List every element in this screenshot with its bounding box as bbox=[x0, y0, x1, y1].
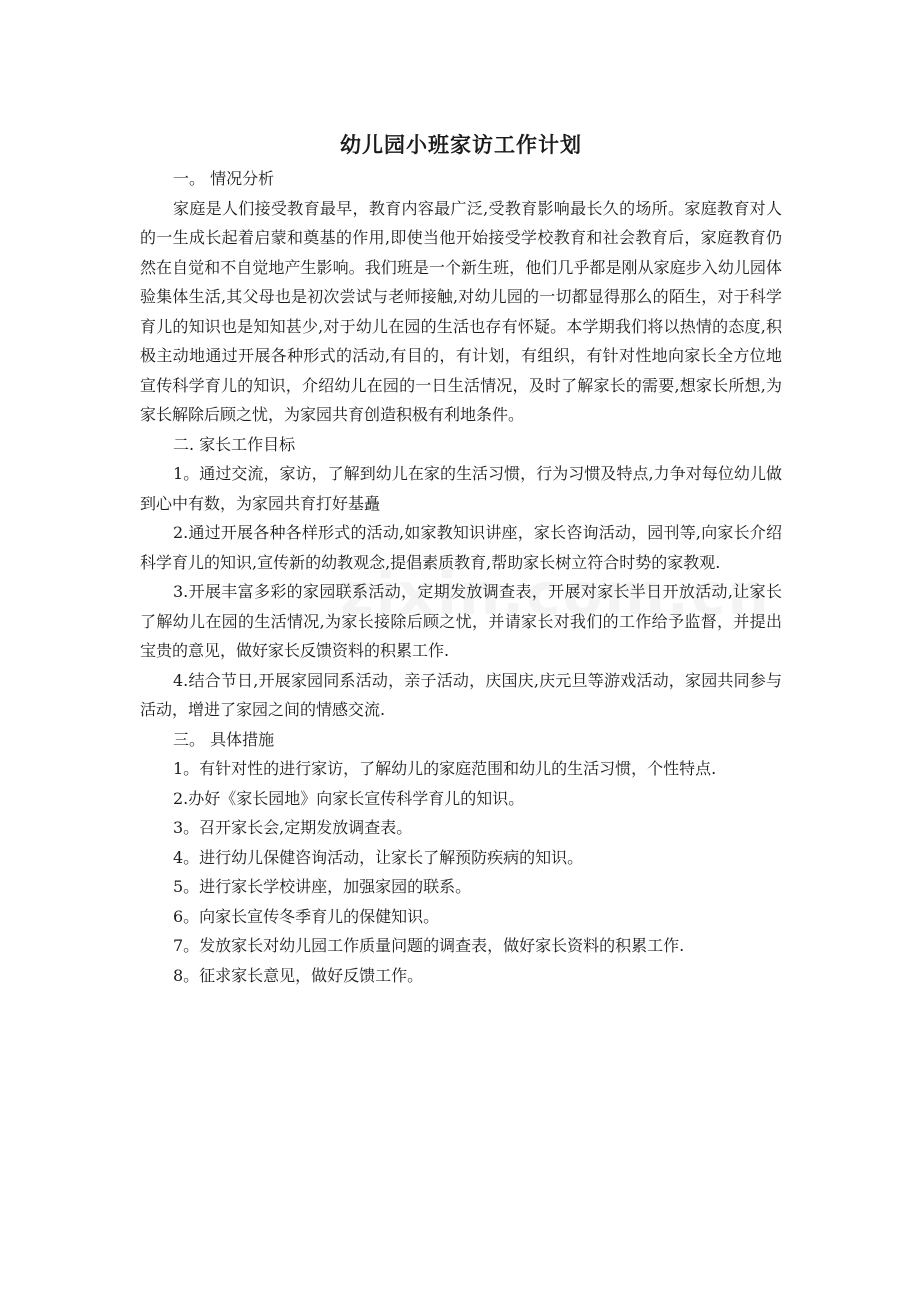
goal-item: 4.结合节日,开展家园同系活动，亲子活动，庆国庆,庆元旦等游戏活动，家园共同参与活动，增进了家园之间的情感交流. bbox=[140, 670, 782, 719]
document-title: 幼儿园小班家访工作计划 bbox=[340, 133, 582, 157]
section-body-analysis: 家庭是人们接受教育最早，教育内容最广泛,受教育影响最长久的场所。家庭教育对人的一生成长起着启蒙和奠基的作用,即使当他开始接受学校教育和社会教育后，家庭教育仍然在自觉和不自觉地产生影响。我们班是一个新生班，他们几乎都是刚从家庭步入幼儿园体验集体生活,其父母也是初次尝试与老师接触,对幼儿园的一切都显得那么的陌生，对于科学育儿的知识也是知知甚少,对于幼儿在园的生活也存有怀疑。本学期我们将以热情的态度,积极主动地通过开展各种形式的活动,有目的，有计划，有组织，有针对性地向家长全方位地宣传科学育儿的知识，介绍幼儿在园的一日生活情况，及时了解家长的需要,想家长所想,为家长解除后顾之忧，为家园共育创造积极有利地条件。 bbox=[140, 198, 782, 424]
goal-item: 1。通过交流，家访，了解到幼儿在家的生活习惯，行为习惯及特点,力争对每位幼儿做到心中有数，为家园共育打好基矗 bbox=[140, 464, 782, 513]
measure-item: 2.办好《家长园地》向家长宣传科学育儿的知识。 bbox=[173, 788, 525, 808]
document-page bbox=[140, 128, 782, 990]
measure-item: 7。发放家长对幼儿园工作质量问题的调查表，做好家长资料的积累工作. bbox=[173, 936, 685, 955]
measure-item: 6。向家长宣传冬季育儿的保健知识。 bbox=[173, 906, 440, 926]
measure-item: 5。进行家长学校讲座，加强家园的联系。 bbox=[173, 877, 472, 896]
goal-item: 3.开展丰富多彩的家园联系活动，定期发放调查表，开展对家长半日开放活动,让家长了解幼儿在园的生活情况,为家长接除后顾之忧，并请家长对我们的工作给予监督，并提出宝贵的意见，做好家长反馈资料的积累工作. bbox=[140, 582, 782, 660]
goal-item: 2.通过开展各种各样形式的活动,如家教知识讲座，家长咨询活动，园刊等,向家长介绍科学育儿的知识,宣传新的幼教观念,提倡素质教育,帮助家长树立符合时势的家教观. bbox=[140, 523, 782, 572]
measure-item: 1。有针对性的进行家访，了解幼儿的家庭范围和幼儿的生活习惯，个性特点. bbox=[173, 759, 717, 778]
section-heading-goals: 二. 家长工作目标 bbox=[173, 434, 296, 454]
measure-item: 4。进行幼儿保健咨询活动，让家长了解预防疾病的知识。 bbox=[173, 847, 584, 867]
measure-item: 3。召开家长会,定期发放调查表。 bbox=[173, 818, 413, 837]
section-heading-analysis: 一。 情况分析 bbox=[173, 169, 275, 188]
measure-item: 8。征求家长意见，做好反馈工作。 bbox=[173, 965, 424, 985]
section-heading-measures: 三。 具体措施 bbox=[173, 729, 275, 749]
